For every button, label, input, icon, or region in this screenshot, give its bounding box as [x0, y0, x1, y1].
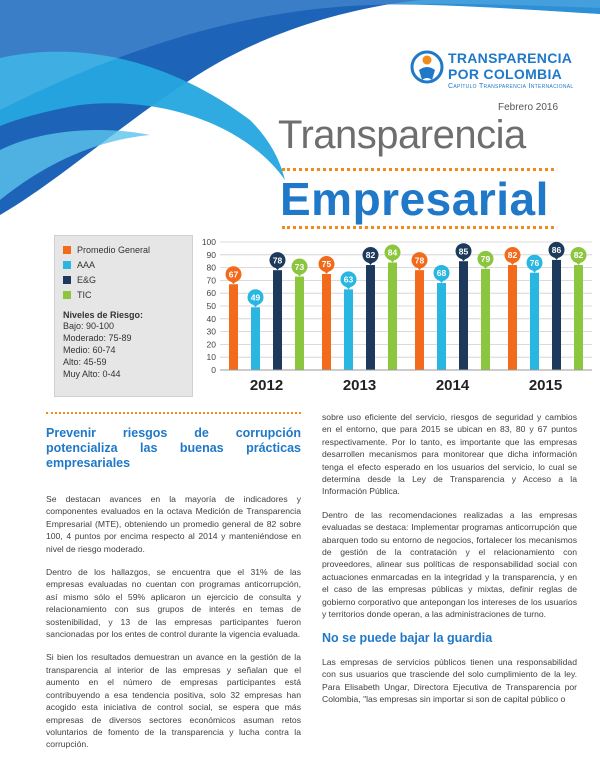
transparencia-logo[interactable]	[410, 46, 590, 98]
risk-level: Bajo: 90-100	[63, 321, 115, 331]
y-tick-label: 30	[206, 326, 216, 337]
publication-date: Febrero 2016	[498, 102, 559, 113]
logo-title-line2: POR COLOMBIA	[448, 66, 563, 82]
risk-level: Alto: 45-59	[63, 357, 107, 367]
bar	[344, 289, 353, 370]
data-label: 79	[480, 254, 491, 265]
risk-level: Muy Alto: 0-44	[63, 369, 121, 379]
risk-level: Moderado: 75-89	[63, 333, 132, 343]
section-title: Prevenir riesgos de corrupción potencializa las buenas prácticas empresariales	[46, 426, 301, 470]
bar	[530, 273, 539, 370]
paragraph: Las empresas de servicios públicos tienen una responsabilidad con sus usuarios que trasciende del solo cumplimiento de la ley. Para Elisabeth Ungar, Directora Ejecutiva de Transparencia por Colombia, "las empresas sin importar si son de capital público o	[322, 656, 577, 705]
paragraph: Dentro de los hallazgos, se encuentra que el 31% de las empresas evaluadas no cuentan con programas anticorrupción, así mismo sólo el 59% aplicaron un ejercicio de consulta y relacionamiento con sus grupos de interés en temas de sostenibilidad, y 13 de las empresas participantes fueron sancionadas por los entes de control durante la vigencia evaluada.	[46, 567, 301, 640]
bar	[388, 262, 397, 370]
risk-level: Medio: 60-74	[63, 345, 116, 355]
y-tick-label: 60	[206, 288, 216, 299]
data-label: 82	[365, 250, 376, 261]
x-category-label: 2014	[435, 377, 470, 394]
data-label: 84	[387, 247, 398, 258]
legend-item	[63, 287, 184, 302]
legend-item	[63, 242, 184, 257]
data-label: 63	[343, 274, 354, 285]
data-label: 82	[507, 250, 518, 261]
data-label: 76	[529, 257, 540, 268]
y-tick-label: 80	[206, 262, 216, 273]
legend-swatch	[63, 276, 71, 284]
paragraph: sobre uso eficiente del servicio, riesgos de seguridad y cambios en el entorno, que para 2015 se ubican en 83, 80 y 67 puntos respectivamente. Por lo tanto, es importante que las empresas desarrollen mecanismos para monitorear que dicha información tenga el efecto esperado en los usuarios del servicio, lo cual se determina desde la Ley de Transparencia y Acceso a la Información Pública.	[322, 412, 577, 497]
legend-label: Promedio General	[77, 244, 151, 255]
bar	[508, 265, 517, 370]
paragraph: Si bien los resultados demuestran un avance en la gestión de la transparencia al interior de las empresas y señalan que el aumento en el número de empresas participantes está contribuyendo a esa tendencia positiva, solo 32 empresas han acogido esta iniciativa de control social, se espera que más empresas de diversos sectores económicos asuman retos voluntarios de fomento de la transparencia y lucha contra la corrupción.	[46, 652, 301, 750]
paragraph: Dentro de las recomendaciones realizadas a las empresas evaluadas se destaca: Implementar programas anticorrupción que abarquen todo su entorno de negocios, fortalecer los mecanismos de gestión de la contratación y el relacionamiento con proveedores, alinear sus políticas de responsabilidad social con actuaciones enmarcadas en la integridad y la transparencia, y en el caso de las empresas públicas y mixtas, definir reglas de gobierno corporativo que antepongan los intereses de los usuarios y territorios donde operan, a las administraciones de turno.	[322, 509, 577, 620]
bar	[251, 307, 260, 370]
legend-swatch	[63, 246, 71, 254]
logo-title-line1: TRANSPARENCIA	[448, 50, 573, 66]
y-tick-label: 0	[211, 365, 216, 375]
y-tick-label: 40	[206, 313, 216, 324]
y-tick-label: 10	[206, 352, 216, 363]
data-label: 68	[436, 268, 447, 279]
article-column-2	[322, 411, 577, 717]
legend-swatch	[63, 261, 71, 269]
y-tick-label: 50	[206, 301, 216, 311]
data-label: 49	[250, 292, 261, 303]
bar	[481, 269, 490, 370]
legend-item	[63, 272, 184, 287]
results-bar-chart	[196, 230, 600, 400]
data-label: 73	[294, 261, 305, 272]
data-label: 75	[321, 259, 332, 270]
bar	[552, 260, 561, 370]
bar	[295, 277, 304, 370]
bar	[437, 283, 446, 370]
data-label: 86	[551, 245, 562, 256]
y-tick-label: 100	[201, 237, 216, 247]
legend-swatch	[63, 291, 71, 299]
article-column-1	[46, 420, 301, 762]
bar	[322, 274, 331, 370]
paragraph: Se destacan avances en la mayoría de indicadores y componentes evaluados en la octava Medición de Transparencia Empresarial (MTE), obteniendo un promedio general de 82 sobre 100, 4 puntos por encima respecto al 2014 y manteniéndose en nivel de riesgo moderado.	[46, 494, 301, 554]
legend-label: AAA	[77, 259, 96, 270]
y-tick-label: 90	[206, 249, 216, 260]
y-tick-label: 70	[206, 275, 216, 286]
chart-legend-box	[54, 235, 193, 397]
data-label: 85	[458, 246, 469, 257]
data-label: 78	[272, 255, 283, 266]
bar	[459, 261, 468, 370]
bar	[574, 265, 583, 370]
x-category-label: 2015	[528, 377, 563, 394]
logo-icon	[410, 48, 444, 86]
page-title-line1: Transparencia	[278, 113, 526, 157]
legend-item	[63, 257, 184, 272]
legend-label: TIC	[77, 289, 92, 300]
data-label: 82	[573, 250, 584, 261]
bar	[415, 270, 424, 370]
risk-levels-title: Niveles de Riesgo:	[63, 310, 144, 320]
bar	[273, 270, 282, 370]
x-category-label: 2013	[342, 377, 377, 394]
x-category-label: 2012	[249, 377, 284, 394]
page-title-line2: Empresarial	[280, 173, 549, 225]
title-divider-top	[282, 168, 554, 171]
title-divider-bottom	[282, 226, 554, 229]
legend-label: E&G	[77, 274, 97, 285]
subheading: No se puede bajar la guardia	[322, 630, 493, 645]
bar	[229, 284, 238, 370]
data-label: 78	[414, 255, 425, 266]
data-label: 67	[228, 269, 239, 280]
y-tick-label: 20	[206, 339, 216, 350]
section-divider	[46, 412, 301, 414]
bar	[366, 265, 375, 370]
logo-subtitle: Capítulo Transparencia Internacional	[448, 83, 574, 90]
